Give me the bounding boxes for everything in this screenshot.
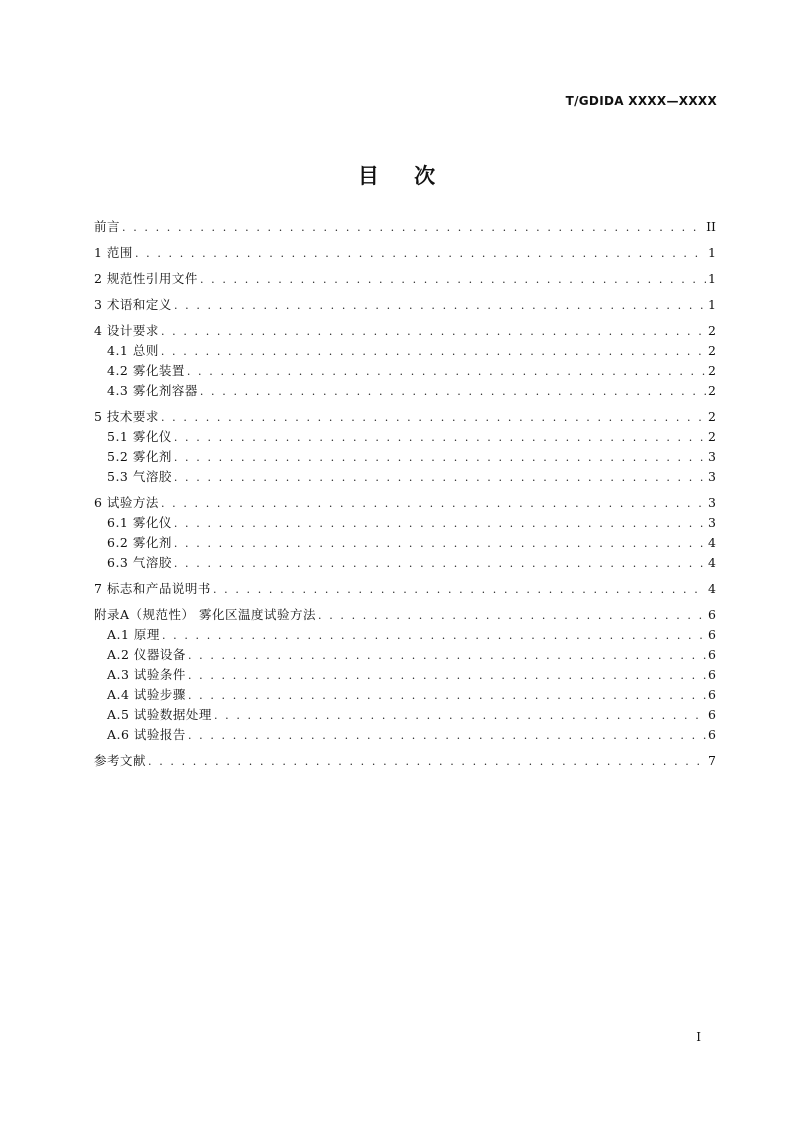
toc-entry[interactable]	[94, 493, 716, 513]
toc-leader-dots	[213, 580, 706, 600]
toc-entry-label: 6.2 雾化剂	[107, 535, 172, 550]
toc-entry-page: 6	[708, 607, 716, 622]
toc-entry-label: 2 规范性引用文件	[94, 271, 198, 286]
toc-entry-page: 2	[708, 363, 716, 378]
toc-entry-page: 3	[708, 495, 716, 510]
document-code: T/GDIDA XXXX—XXXX	[565, 94, 717, 108]
toc-entry[interactable]	[94, 725, 716, 745]
toc-entry[interactable]	[94, 705, 716, 725]
toc-leader-dots	[188, 646, 706, 666]
toc-entry-label: 5.1 雾化仪	[107, 429, 172, 444]
toc-leader-dots	[174, 296, 706, 316]
toc-entry[interactable]	[94, 685, 716, 705]
toc-entry-label: A.3 试验条件	[107, 667, 186, 682]
toc-entry-label: 3 术语和定义	[94, 297, 172, 312]
toc-entry-page: 2	[708, 429, 716, 444]
toc-leader-dots	[187, 362, 706, 382]
toc-entry-page: 6	[708, 707, 716, 722]
toc-entry[interactable]	[94, 381, 716, 401]
toc-entry-label: 1 范围	[94, 245, 133, 260]
toc-entry-page: 6	[708, 687, 716, 702]
toc-entry-label: 4.1 总则	[107, 343, 159, 358]
toc-leader-dots	[174, 534, 706, 554]
toc-entry-page: 6	[708, 727, 716, 742]
toc-entry-label: 参考文献	[94, 753, 147, 768]
toc-leader-dots	[214, 706, 706, 726]
toc-entry-page: 6	[708, 647, 716, 662]
toc-entry-label: 4.2 雾化装置	[107, 363, 185, 378]
toc-entry-page: 2	[708, 409, 716, 424]
toc-entry-page: 3	[708, 449, 716, 464]
toc-leader-dots	[174, 448, 706, 468]
toc-leader-dots	[188, 726, 706, 746]
toc-entry[interactable]	[94, 321, 716, 341]
toc-leader-dots	[188, 666, 706, 686]
toc-entry-page: 2	[708, 323, 716, 338]
toc-entry[interactable]	[94, 243, 716, 263]
page-number: I	[696, 1030, 701, 1044]
toc-entry-page: 1	[708, 297, 716, 312]
toc-entry[interactable]	[94, 513, 716, 533]
toc-entry-page: 4	[708, 555, 716, 570]
toc-entry-page: II	[706, 219, 716, 234]
toc-entry-label: 附录A（规范性） 雾化区温度试验方法	[94, 607, 317, 622]
toc-entry[interactable]	[94, 553, 716, 573]
toc-entry-label: A.5 试验数据处理	[107, 707, 212, 722]
toc-entry-label: 5.3 气溶胶	[107, 469, 172, 484]
toc-entry-label: A.2 仪器设备	[107, 647, 186, 662]
toc-entry-page: 6	[708, 667, 716, 682]
toc-leader-dots	[174, 468, 706, 488]
toc-leader-dots	[200, 382, 706, 402]
toc-entry[interactable]	[94, 217, 716, 237]
toc-leader-dots	[174, 554, 706, 574]
toc-entry-page: 4	[708, 535, 716, 550]
toc-entry-page: 1	[708, 245, 716, 260]
toc-entry[interactable]	[94, 625, 716, 645]
toc-leader-dots	[174, 514, 706, 534]
toc-entry[interactable]	[94, 605, 716, 625]
toc-entry[interactable]	[94, 533, 716, 553]
toc-entry[interactable]	[94, 361, 716, 381]
toc-leader-dots	[161, 408, 706, 428]
toc-entry[interactable]	[94, 447, 716, 467]
toc-leader-dots	[162, 626, 706, 646]
toc-leader-dots	[318, 606, 706, 626]
toc-leader-dots	[174, 428, 706, 448]
toc-entry-page: 2	[708, 343, 716, 358]
toc-leader-dots	[148, 752, 706, 772]
toc-entry-label: 6 试验方法	[94, 495, 159, 510]
toc-entry-page: 3	[708, 469, 716, 484]
toc-entry[interactable]	[94, 467, 716, 487]
toc-entry-page: 2	[708, 383, 716, 398]
toc-leader-dots	[161, 322, 706, 342]
toc-leader-dots	[161, 342, 706, 362]
toc-entry-label: A.4 试验步骤	[107, 687, 186, 702]
toc-entry[interactable]	[94, 579, 716, 599]
toc-leader-dots	[200, 270, 706, 290]
toc-entry-label: A.6 试验报告	[107, 727, 186, 742]
toc-entry-page: 4	[708, 581, 716, 596]
toc-entry-label: 6.3 气溶胶	[107, 555, 172, 570]
toc-entry-label: A.1 原理	[107, 627, 160, 642]
toc-entry-label: 4.3 雾化剂容器	[107, 383, 198, 398]
toc-entry[interactable]	[94, 645, 716, 665]
toc-entry[interactable]	[94, 665, 716, 685]
toc-entry-page: 3	[708, 515, 716, 530]
toc-entry[interactable]	[94, 427, 716, 447]
toc-entry-label: 6.1 雾化仪	[107, 515, 172, 530]
toc-entry-label: 7 标志和产品说明书	[94, 581, 211, 596]
toc-entry-label: 5.2 雾化剂	[107, 449, 172, 464]
toc-entry-label: 前言	[94, 219, 121, 234]
toc-entry[interactable]	[94, 751, 716, 771]
toc-leader-dots	[188, 686, 706, 706]
toc-entry[interactable]	[94, 341, 716, 361]
table-of-contents	[94, 217, 716, 771]
toc-entry-page: 7	[708, 753, 716, 768]
toc-leader-dots	[161, 494, 706, 514]
toc-entry[interactable]	[94, 407, 716, 427]
toc-title-char-1: 目	[357, 164, 379, 188]
toc-entry[interactable]	[94, 295, 716, 315]
toc-leader-dots	[122, 218, 704, 238]
toc-leader-dots	[135, 244, 706, 264]
toc-title-char-2: 次	[414, 164, 436, 188]
toc-entry-label: 5 技术要求	[94, 409, 159, 424]
toc-title	[0, 160, 793, 190]
toc-entry[interactable]	[94, 269, 716, 289]
toc-entry-label: 4 设计要求	[94, 323, 159, 338]
toc-entry-page: 1	[708, 271, 716, 286]
toc-entry-page: 6	[708, 627, 716, 642]
